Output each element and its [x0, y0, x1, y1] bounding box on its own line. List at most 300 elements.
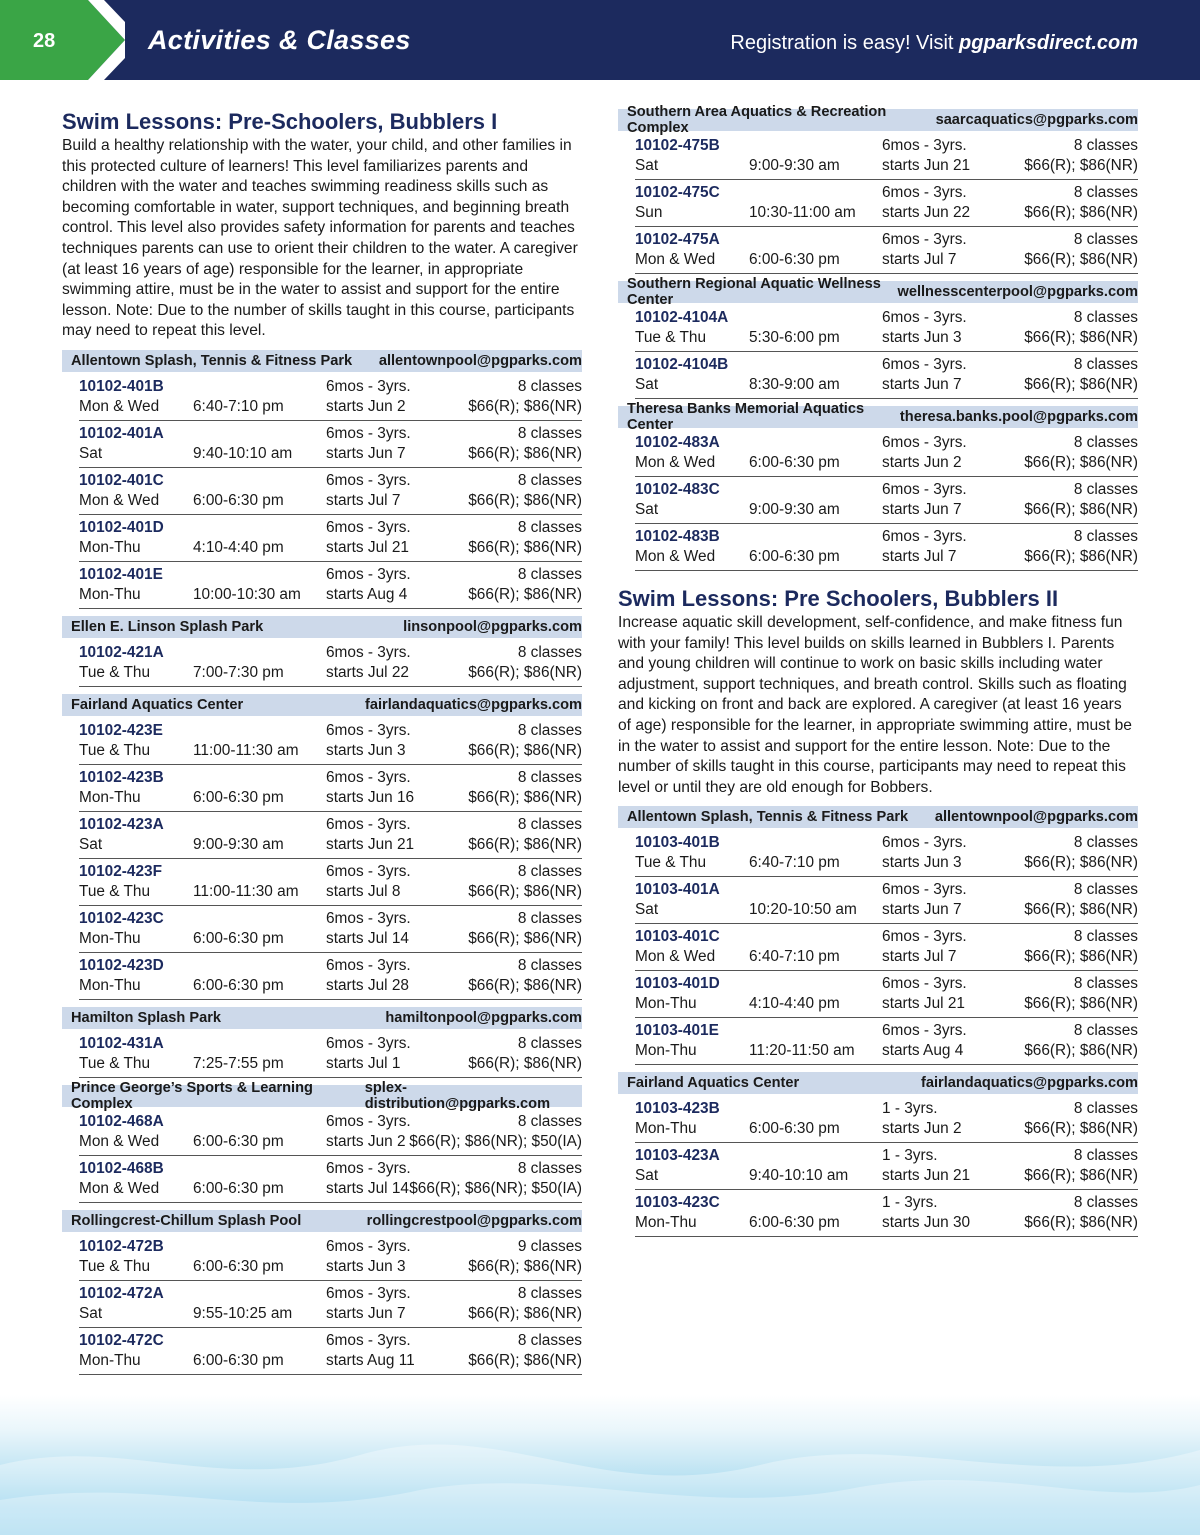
class-count: 8 classes	[517, 424, 582, 442]
class-code[interactable]: 10102-423B	[79, 768, 164, 786]
class-time: 9:40-10:10 am	[193, 444, 293, 462]
class-fee: $66(R); $86(NR)	[468, 491, 582, 509]
class-code[interactable]: 10102-423F	[79, 862, 163, 880]
location-header	[618, 1072, 1138, 1094]
class-code[interactable]: 10102-475C	[635, 184, 720, 201]
class-row[interactable]	[79, 421, 582, 468]
class-count: 8 classes	[1073, 434, 1138, 451]
location-block	[618, 276, 1138, 403]
class-code[interactable]: 10102-423C	[79, 909, 164, 927]
location-header	[618, 401, 1138, 433]
class-count: 8 classes	[517, 518, 582, 536]
age-range: 6mos - 3yrs.	[882, 481, 967, 498]
age-range: 6mos - 3yrs.	[882, 928, 967, 946]
class-row[interactable]	[635, 1190, 1138, 1237]
class-count: 8 classes	[1073, 309, 1138, 326]
location-email[interactable]: allentownpool@pgparks.com	[934, 809, 1138, 826]
location-email[interactable]: theresa.banks.pool@pgparks.com	[899, 409, 1138, 425]
start-date: starts Jun 3	[882, 854, 962, 872]
water-background-image	[0, 1395, 1200, 1535]
class-days: Sat	[79, 444, 103, 462]
class-time: 6:40-7:10 pm	[193, 397, 284, 415]
start-date: starts Jun 7	[882, 901, 962, 919]
location-name: Rollingcrest-Chillum Splash Pool	[71, 1212, 302, 1229]
age-range: 6mos - 3yrs.	[326, 377, 411, 395]
age-range: 6mos - 3yrs.	[882, 881, 967, 899]
class-row[interactable]	[635, 830, 1138, 877]
class-row[interactable]	[635, 1096, 1138, 1143]
start-date: starts Jul 22	[326, 663, 409, 681]
class-count: 8 classes	[517, 643, 582, 661]
bubblers-2-description: Increase aquatic skill development, self-confidence, and make fitness fun with your family! This level builds on skills learned in Bubblers I. Parents and young children will continue to work on basic skills including water adjustment, support techniques, and breath control. Skills such as floating and kicking on front and back are explored. A caregiver (at least 16 years of age) responsible for the learner, in appropriate swimming attire, must be in the water to assist and support for the entire lesson. Note: Due to the number of skills taught in this course, participants may need to repeat this level or until they are old enough for Bobbers.	[618, 614, 1132, 796]
class-fee: $66(R); $86(NR)	[468, 585, 582, 603]
class-fee: $66(R); $86(NR)	[1024, 376, 1138, 393]
class-days: Tue & Thu	[635, 329, 707, 346]
class-days: Mon-Thu	[635, 1042, 697, 1060]
class-row[interactable]	[79, 1156, 582, 1203]
class-code[interactable]: 10102-468A	[79, 1112, 164, 1130]
class-count: 8 classes	[517, 1034, 582, 1052]
age-range: 1 - 3yrs.	[882, 1100, 938, 1118]
class-count: 8 classes	[517, 956, 582, 974]
class-row[interactable]	[79, 515, 582, 562]
class-row[interactable]	[635, 430, 1138, 477]
class-days: Sat	[79, 1304, 103, 1322]
class-code[interactable]: 10102-483B	[635, 528, 720, 545]
location-header	[62, 1007, 582, 1029]
location-name: Allentown Splash, Tennis & Fitness Park	[627, 809, 909, 826]
start-date: starts Jul 7	[882, 548, 957, 565]
class-days: Sat	[635, 157, 659, 174]
page-number: 28	[33, 30, 56, 52]
class-code[interactable]: 10102-472B	[79, 1237, 164, 1255]
class-count: 8 classes	[517, 1284, 582, 1302]
location-email[interactable]: hamiltonpool@pgparks.com	[385, 1009, 582, 1026]
class-time: 6:00-6:30 pm	[193, 1351, 284, 1369]
class-fee: $66(R); $86(NR)	[1024, 501, 1138, 518]
location-header	[618, 276, 1138, 308]
age-range: 6mos - 3yrs.	[326, 518, 411, 536]
class-days: Mon & Wed	[635, 548, 716, 565]
class-time: 6:00-6:30 pm	[193, 1132, 284, 1150]
class-code[interactable]: 10103-401C	[635, 928, 720, 946]
class-time: 10:00-10:30 am	[193, 585, 301, 603]
class-count: 9 classes	[517, 1237, 582, 1255]
location-email[interactable]: rollingcrestpool@pgparks.com	[366, 1212, 582, 1229]
location-email[interactable]: linsonpool@pgparks.com	[403, 618, 582, 635]
class-fee: $66(R); $86(NR)	[1024, 948, 1138, 966]
class-row[interactable]	[635, 352, 1138, 399]
class-fee: $66(R); $86(NR)	[1024, 454, 1138, 471]
class-days: Tue & Thu	[79, 741, 151, 759]
class-time: 8:30-9:00 am	[749, 376, 840, 393]
class-row[interactable]	[635, 524, 1138, 571]
class-code[interactable]: 10102-472A	[79, 1284, 164, 1302]
class-row[interactable]	[79, 374, 582, 421]
age-range: 6mos - 3yrs.	[882, 231, 967, 248]
location-block	[618, 1072, 1138, 1241]
bubblers-2-locations	[618, 806, 1138, 1241]
class-days: Mon & Wed	[635, 948, 716, 966]
start-date: starts Jun 3	[326, 741, 406, 759]
class-row[interactable]	[79, 1281, 582, 1328]
class-fee: $66(R); $86(NR)	[1024, 1167, 1138, 1185]
class-days: Mon-Thu	[79, 929, 141, 947]
start-date: starts Jun 7	[882, 501, 962, 518]
class-time: 11:00-11:30 am	[193, 741, 299, 759]
class-count: 8 classes	[1073, 975, 1138, 993]
class-fee: $66(R); $86(NR)	[468, 444, 582, 462]
section-title: Activities & Classes	[148, 25, 411, 55]
class-count: 8 classes	[1073, 481, 1138, 498]
age-range: 6mos - 3yrs.	[326, 1034, 411, 1052]
class-row[interactable]	[79, 1234, 582, 1281]
location-block	[618, 806, 1138, 1069]
age-range: 6mos - 3yrs.	[326, 721, 411, 739]
class-code[interactable]: 10103-423C	[635, 1194, 720, 1212]
class-row[interactable]	[635, 477, 1138, 524]
class-code[interactable]: 10102-4104A	[635, 309, 729, 326]
bubblers-2-title: Swim Lessons: Pre Schoolers, Bubblers II	[618, 586, 1059, 611]
location-name: Southern Area Aquatics & Recreation Complex	[627, 104, 887, 136]
class-time: 10:20-10:50 am	[749, 901, 857, 919]
class-row[interactable]	[79, 765, 582, 812]
class-code[interactable]: 10102-401B	[79, 377, 164, 395]
start-date: starts Jun 30	[882, 1214, 971, 1232]
class-code[interactable]: 10102-421A	[79, 643, 164, 661]
class-code[interactable]: 10102-431A	[79, 1034, 164, 1052]
location-email[interactable]: fairlandaquatics@pgparks.com	[365, 696, 582, 713]
class-row[interactable]	[635, 1018, 1138, 1065]
class-count: 8 classes	[1073, 137, 1138, 154]
class-code[interactable]: 10102-423D	[79, 956, 164, 974]
class-fee: $66(R); $86(NR)	[468, 976, 582, 994]
start-date: starts Jun 7	[882, 376, 962, 393]
right-column	[618, 106, 1138, 1241]
class-code[interactable]: 10102-401D	[79, 518, 164, 536]
class-count: 8 classes	[517, 1159, 582, 1177]
class-days: Tue & Thu	[79, 1054, 151, 1072]
class-time: 4:10-4:40 pm	[193, 538, 284, 556]
age-range: 6mos - 3yrs.	[326, 424, 411, 442]
start-date: starts Jun 21	[882, 1167, 971, 1185]
class-fee: $66(R); $86(NR); $50(IA)	[409, 1132, 582, 1150]
class-code[interactable]: 10102-475A	[635, 231, 720, 248]
class-code[interactable]: 10102-472C	[79, 1331, 164, 1349]
class-time: 4:10-4:40 pm	[749, 995, 840, 1013]
class-count: 8 classes	[517, 377, 582, 395]
class-row[interactable]	[635, 1143, 1138, 1190]
class-fee: $66(R); $86(NR); $50(IA)	[409, 1179, 582, 1197]
location-header	[62, 1210, 582, 1232]
class-code[interactable]: 10102-423A	[79, 815, 164, 833]
class-code[interactable]: 10102-423E	[79, 721, 163, 739]
class-code[interactable]: 10102-401A	[79, 424, 164, 442]
class-code[interactable]: 10103-423A	[635, 1147, 720, 1165]
location-name: Southern Regional Aquatic Wellness Center	[627, 276, 881, 308]
class-count: 8 classes	[517, 815, 582, 833]
start-date: starts Jun 3	[882, 329, 962, 346]
start-date: starts Aug 11	[326, 1351, 415, 1369]
class-fee: $66(R); $86(NR)	[1024, 854, 1138, 872]
start-date: starts Jul 14	[326, 1179, 409, 1197]
age-range: 6mos - 3yrs.	[882, 528, 967, 545]
class-row[interactable]	[635, 877, 1138, 924]
class-count: 8 classes	[1073, 1147, 1138, 1165]
class-fee: $66(R); $86(NR)	[468, 538, 582, 556]
class-days: Tue & Thu	[79, 882, 151, 900]
class-days: Tue & Thu	[79, 663, 151, 681]
start-date: starts Jun 2	[882, 1120, 962, 1138]
class-code[interactable]: 10103-401D	[635, 975, 720, 993]
location-email[interactable]: fairlandaquatics@pgparks.com	[921, 1075, 1138, 1092]
start-date: starts Jul 28	[326, 976, 409, 994]
location-name: Fairland Aquatics Center	[627, 1075, 800, 1092]
page-header	[0, 0, 1200, 80]
class-time: 9:55-10:25 am	[193, 1304, 293, 1322]
location-email[interactable]: wellnesscenterpool@pgparks.com	[897, 284, 1138, 300]
start-date: starts Jun 22	[882, 204, 971, 221]
class-fee: $66(R); $86(NR)	[1024, 995, 1138, 1013]
start-date: starts Jul 7	[882, 948, 957, 966]
location-name: Prince George’s Sports & Learning Complex	[71, 1079, 313, 1112]
class-days: Mon-Thu	[635, 1214, 697, 1232]
class-time: 6:00-6:30 pm	[193, 929, 284, 947]
class-row[interactable]	[635, 227, 1138, 274]
class-row[interactable]	[79, 906, 582, 953]
start-date: starts Aug 4	[882, 1042, 964, 1060]
class-code[interactable]: 10102-483A	[635, 434, 720, 451]
class-time: 6:00-6:30 pm	[193, 491, 284, 509]
class-days: Sat	[635, 376, 659, 393]
location-header	[62, 694, 582, 716]
class-days: Mon & Wed	[635, 454, 716, 471]
class-count: 8 classes	[1073, 834, 1138, 852]
class-code[interactable]: 10102-468B	[79, 1159, 164, 1177]
registration-link[interactable]: pgparksdirect.com	[959, 32, 1138, 54]
class-days: Mon & Wed	[79, 491, 160, 509]
class-time: 6:00-6:30 pm	[749, 548, 840, 565]
class-row[interactable]	[79, 859, 582, 906]
water-ripples	[0, 1395, 1200, 1535]
location-email[interactable]: allentownpool@pgparks.com	[378, 352, 582, 369]
age-range: 6mos - 3yrs.	[326, 815, 411, 833]
class-count: 8 classes	[1073, 881, 1138, 899]
class-time: 6:00-6:30 pm	[193, 788, 284, 806]
class-count: 8 classes	[1073, 928, 1138, 946]
class-row[interactable]	[635, 133, 1138, 180]
start-date: starts Jul 1	[326, 1054, 401, 1072]
start-date: starts Jun 21	[326, 835, 415, 853]
bubblers-1-locations-continued	[618, 104, 1138, 575]
class-time: 11:00-11:30 am	[193, 882, 299, 900]
class-days: Sat	[635, 901, 659, 919]
age-range: 6mos - 3yrs.	[882, 975, 967, 993]
class-fee: $66(R); $86(NR)	[1024, 901, 1138, 919]
age-range: 6mos - 3yrs.	[326, 565, 411, 583]
class-row[interactable]	[79, 640, 582, 687]
class-time: 6:00-6:30 pm	[193, 976, 284, 994]
class-time: 6:00-6:30 pm	[749, 251, 840, 268]
age-range: 1 - 3yrs.	[882, 1147, 938, 1165]
class-count: 8 classes	[517, 768, 582, 786]
age-range: 6mos - 3yrs.	[326, 1284, 411, 1302]
class-time: 7:00-7:30 pm	[193, 663, 284, 681]
location-block	[62, 1210, 582, 1379]
bubblers-1-locations	[62, 350, 582, 1379]
age-range: 6mos - 3yrs.	[326, 956, 411, 974]
age-range: 6mos - 3yrs.	[326, 643, 411, 661]
class-time: 6:00-6:30 pm	[749, 1120, 840, 1138]
class-fee: $66(R); $86(NR)	[1024, 1042, 1138, 1060]
class-time: 6:00-6:30 pm	[749, 1214, 840, 1232]
location-header	[62, 350, 582, 372]
class-fee: $66(R); $86(NR)	[468, 835, 582, 853]
class-time: 6:00-6:30 pm	[193, 1179, 284, 1197]
class-days: Sat	[635, 1167, 659, 1185]
class-days: Mon-Thu	[79, 1351, 141, 1369]
class-fee: $66(R); $86(NR)	[1024, 1214, 1138, 1232]
class-fee: $66(R); $86(NR)	[468, 397, 582, 415]
class-code[interactable]: 10102-483C	[635, 481, 720, 498]
class-row[interactable]	[79, 562, 582, 609]
class-fee: $66(R); $86(NR)	[468, 788, 582, 806]
class-fee: $66(R); $86(NR)	[468, 1351, 582, 1369]
class-time: 6:40-7:10 pm	[749, 948, 840, 966]
class-count: 8 classes	[517, 565, 582, 583]
class-days: Mon & Wed	[79, 1179, 160, 1197]
class-row[interactable]	[635, 305, 1138, 352]
class-code[interactable]: 10103-423B	[635, 1100, 720, 1118]
location-name: Ellen E. Linson Splash Park	[71, 618, 264, 635]
start-date: starts Jun 21	[882, 157, 971, 174]
class-code[interactable]: 10103-401E	[635, 1022, 719, 1040]
class-fee: $66(R); $86(NR)	[1024, 204, 1138, 221]
age-range: 1 - 3yrs.	[882, 1194, 938, 1212]
age-range: 6mos - 3yrs.	[326, 909, 411, 927]
location-block	[62, 694, 582, 1004]
class-time: 9:00-9:30 am	[193, 835, 284, 853]
age-range: 6mos - 3yrs.	[326, 862, 411, 880]
class-days: Sun	[635, 204, 663, 221]
class-time: 6:00-6:30 pm	[193, 1257, 284, 1275]
start-date: starts Jul 8	[326, 882, 401, 900]
class-time: 9:40-10:10 am	[749, 1167, 849, 1185]
class-row[interactable]	[79, 718, 582, 765]
class-fee: $66(R); $86(NR)	[1024, 157, 1138, 174]
class-time: 9:00-9:30 am	[749, 501, 840, 518]
left-column	[62, 108, 582, 1379]
class-row[interactable]	[79, 812, 582, 859]
location-block	[618, 104, 1138, 278]
start-date: starts Jun 16	[326, 788, 415, 806]
location-email[interactable]: saarcaquatics@pgparks.com	[935, 112, 1138, 128]
class-row[interactable]	[79, 1328, 582, 1375]
start-date: starts Jun 3	[326, 1257, 406, 1275]
class-count: 8 classes	[1073, 1100, 1138, 1118]
age-range: 6mos - 3yrs.	[882, 1022, 967, 1040]
class-time: 11:20-11:50 am	[749, 1042, 855, 1060]
class-code[interactable]: 10102-475B	[635, 137, 720, 154]
location-email[interactable]: splex-distribution@pgparks.com	[364, 1079, 551, 1112]
class-row[interactable]	[79, 468, 582, 515]
class-time: 5:30-6:00 pm	[749, 329, 840, 346]
class-fee: $66(R); $86(NR)	[468, 741, 582, 759]
age-range: 6mos - 3yrs.	[882, 434, 967, 451]
class-count: 8 classes	[517, 721, 582, 739]
class-row[interactable]	[79, 1031, 582, 1078]
class-days: Mon-Thu	[79, 976, 141, 994]
location-header	[618, 104, 1138, 136]
class-count: 8 classes	[1073, 1194, 1138, 1212]
start-date: starts Jul 7	[882, 251, 957, 268]
location-block	[62, 1079, 582, 1207]
class-days: Mon-Thu	[635, 1120, 697, 1138]
location-name: Hamilton Splash Park	[71, 1009, 222, 1026]
bubblers-1-description: Build a healthy relationship with the water, your child, and other families in this protected culture of learners! This level familiarizes parents and children with the water and teaches swimming readiness skills such as becoming comfortable in water, support techniques, and beginning breath control. This level also provides safety information for parents and teaches techniques parents can use to orient their children to the water. A caregiver (at least 16 years of age) responsible for the learner, in appropriate swimming attire, must be in the water to assist and support for the entire lesson. Note: Due to the number of skills taught in this course, participants may need to repeat this level.	[62, 137, 578, 340]
class-days: Mon & Wed	[635, 251, 716, 268]
class-count: 8 classes	[517, 862, 582, 880]
class-fee: $66(R); $86(NR)	[468, 1054, 582, 1072]
location-name: Allentown Splash, Tennis & Fitness Park	[71, 352, 353, 369]
class-code[interactable]: 10103-401B	[635, 834, 720, 852]
class-fee: $66(R); $86(NR)	[1024, 329, 1138, 346]
age-range: 6mos - 3yrs.	[882, 834, 967, 852]
class-fee: $66(R); $86(NR)	[1024, 251, 1138, 268]
start-date: starts Aug 4	[326, 585, 408, 603]
start-date: starts Jul 21	[882, 995, 965, 1013]
class-code[interactable]: 10102-401C	[79, 471, 164, 489]
class-row[interactable]	[79, 953, 582, 1000]
class-code[interactable]: 10102-4104B	[635, 356, 729, 373]
location-header	[62, 1079, 582, 1112]
age-range: 6mos - 3yrs.	[326, 1237, 411, 1255]
class-row[interactable]	[635, 180, 1138, 227]
age-range: 6mos - 3yrs.	[882, 356, 967, 373]
location-name: Fairland Aquatics Center	[71, 696, 244, 713]
start-date: starts Jul 21	[326, 538, 409, 556]
age-range: 6mos - 3yrs.	[882, 309, 967, 326]
class-days: Mon-Thu	[79, 788, 141, 806]
start-date: starts Jun 7	[326, 1304, 406, 1322]
age-range: 6mos - 3yrs.	[882, 137, 967, 154]
age-range: 6mos - 3yrs.	[326, 1112, 411, 1130]
class-count: 8 classes	[517, 909, 582, 927]
class-days: Mon & Wed	[79, 1132, 160, 1150]
age-range: 6mos - 3yrs.	[326, 1159, 411, 1177]
class-days: Tue & Thu	[79, 1257, 151, 1275]
location-name: Theresa Banks Memorial Aquatics Center	[627, 401, 865, 433]
class-days: Mon-Thu	[79, 538, 141, 556]
class-fee: $66(R); $86(NR)	[468, 1304, 582, 1322]
class-code[interactable]: 10103-401A	[635, 881, 720, 899]
class-count: 8 classes	[1073, 528, 1138, 545]
class-count: 8 classes	[517, 1331, 582, 1349]
location-block	[62, 1007, 582, 1082]
class-days: Tue & Thu	[635, 854, 707, 872]
class-time: 6:40-7:10 pm	[749, 854, 840, 872]
class-row[interactable]	[635, 971, 1138, 1018]
class-row[interactable]	[79, 1109, 582, 1156]
class-count: 8 classes	[517, 471, 582, 489]
class-row[interactable]	[635, 924, 1138, 971]
age-range: 6mos - 3yrs.	[326, 768, 411, 786]
age-range: 6mos - 3yrs.	[326, 471, 411, 489]
class-time: 6:00-6:30 pm	[749, 454, 840, 471]
start-date: starts Jun 2	[326, 397, 406, 415]
location-block	[62, 350, 582, 613]
class-code[interactable]: 10102-401E	[79, 565, 163, 583]
